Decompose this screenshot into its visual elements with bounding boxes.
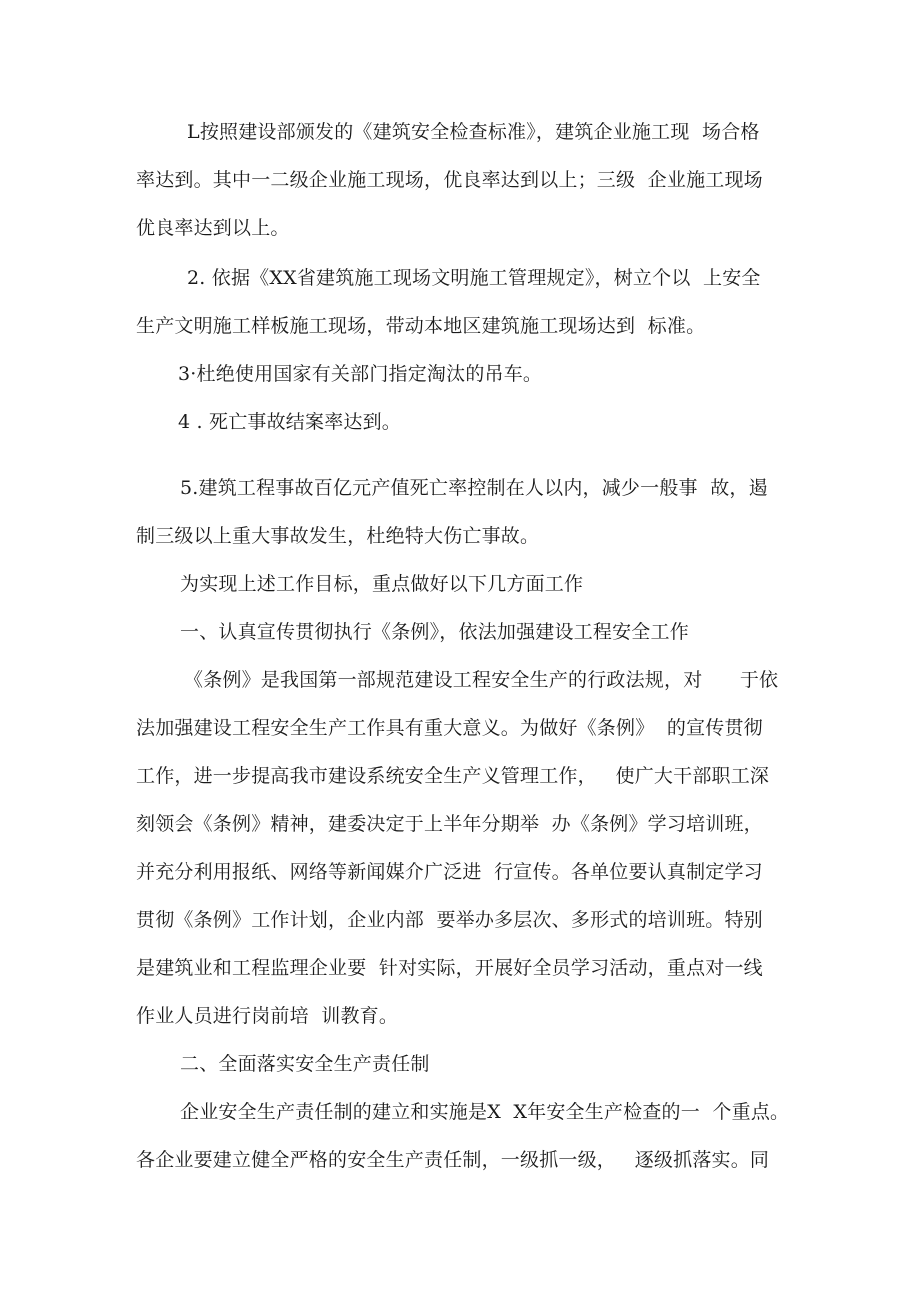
paragraph-line: 生产文明施工样板施工现场，带动本地区建筑施工现场达到 标准。 xyxy=(136,315,706,337)
paragraph-line: L按照建设部颁发的《建筑安全检查标准》，建筑企业施工现 场合格 xyxy=(187,121,760,143)
paragraph-line: 3·杜绝使用国家有关部门指定淘汰的吊车。 xyxy=(178,363,543,385)
paragraph-line: 作业人员进行岗前培 训教育。 xyxy=(136,1005,399,1027)
paragraph-line: 贯彻《条例》工作计划，企业内部 要举办多层次、多形式的培训班。特别 xyxy=(136,909,763,931)
paragraph-line: 率达到。其中一二级企业施工现场，优良率达到以上；三级 企业施工现场 xyxy=(136,169,763,191)
paragraph-line: 法加强建设工程安全生产工作具有重大意义。为做好《条例》 的宣传贯彻 xyxy=(136,717,763,739)
paragraph-line: 工作，进一步提高我市建设系统安全生产义管理工作， 使广大干部职工深 xyxy=(136,765,770,787)
paragraph-line: 制三级以上重大事故发生，杜绝特大伤亡事故。 xyxy=(136,525,540,547)
paragraph-line: 《条例》是我国第一部规范建设工程安全生产的行政法规，对 于依 xyxy=(184,669,779,691)
paragraph-line: 2. 依据《XX省建筑施工现场文明施工管理规定》，树立个以 上安全 xyxy=(187,267,761,289)
paragraph-line: 各企业要建立健全严格的安全生产责任制，一级抓一级， 逐级抓落实。同 xyxy=(136,1149,770,1171)
paragraph-line: 优良率达到以上。 xyxy=(136,217,290,239)
section-heading: 二、全面落实安全生产责任制 xyxy=(180,1053,430,1075)
section-heading: 一、认真宣传贯彻执行《条例》，依法加强建设工程安全工作 xyxy=(180,621,689,643)
paragraph-line: 4 . 死亡事故结案率达到。 xyxy=(178,411,402,433)
paragraph-line: 为实现上述工作目标，重点做好以下几方面工作 xyxy=(180,573,584,595)
paragraph-line: 是建筑业和工程监理企业要 针对实际，开展好全员学习活动，重点对一线 xyxy=(136,957,763,979)
paragraph-line: 5.建筑工程事故百亿元产值死亡率控制在人以内，减少一般事 故，遏 xyxy=(180,477,768,499)
paragraph-line: 刻领会《条例》精神，建委决定于上半年分期举 办《条例》学习培训班， xyxy=(136,813,763,835)
paragraph-line: 企业安全生产责任制的建立和实施是X X年安全生产检查的一 个重点。 xyxy=(180,1101,790,1123)
paragraph-line: 并充分利用报纸、网络等新闻媒介广泛进 行宣传。各单位要认真制定学习 xyxy=(136,861,763,883)
